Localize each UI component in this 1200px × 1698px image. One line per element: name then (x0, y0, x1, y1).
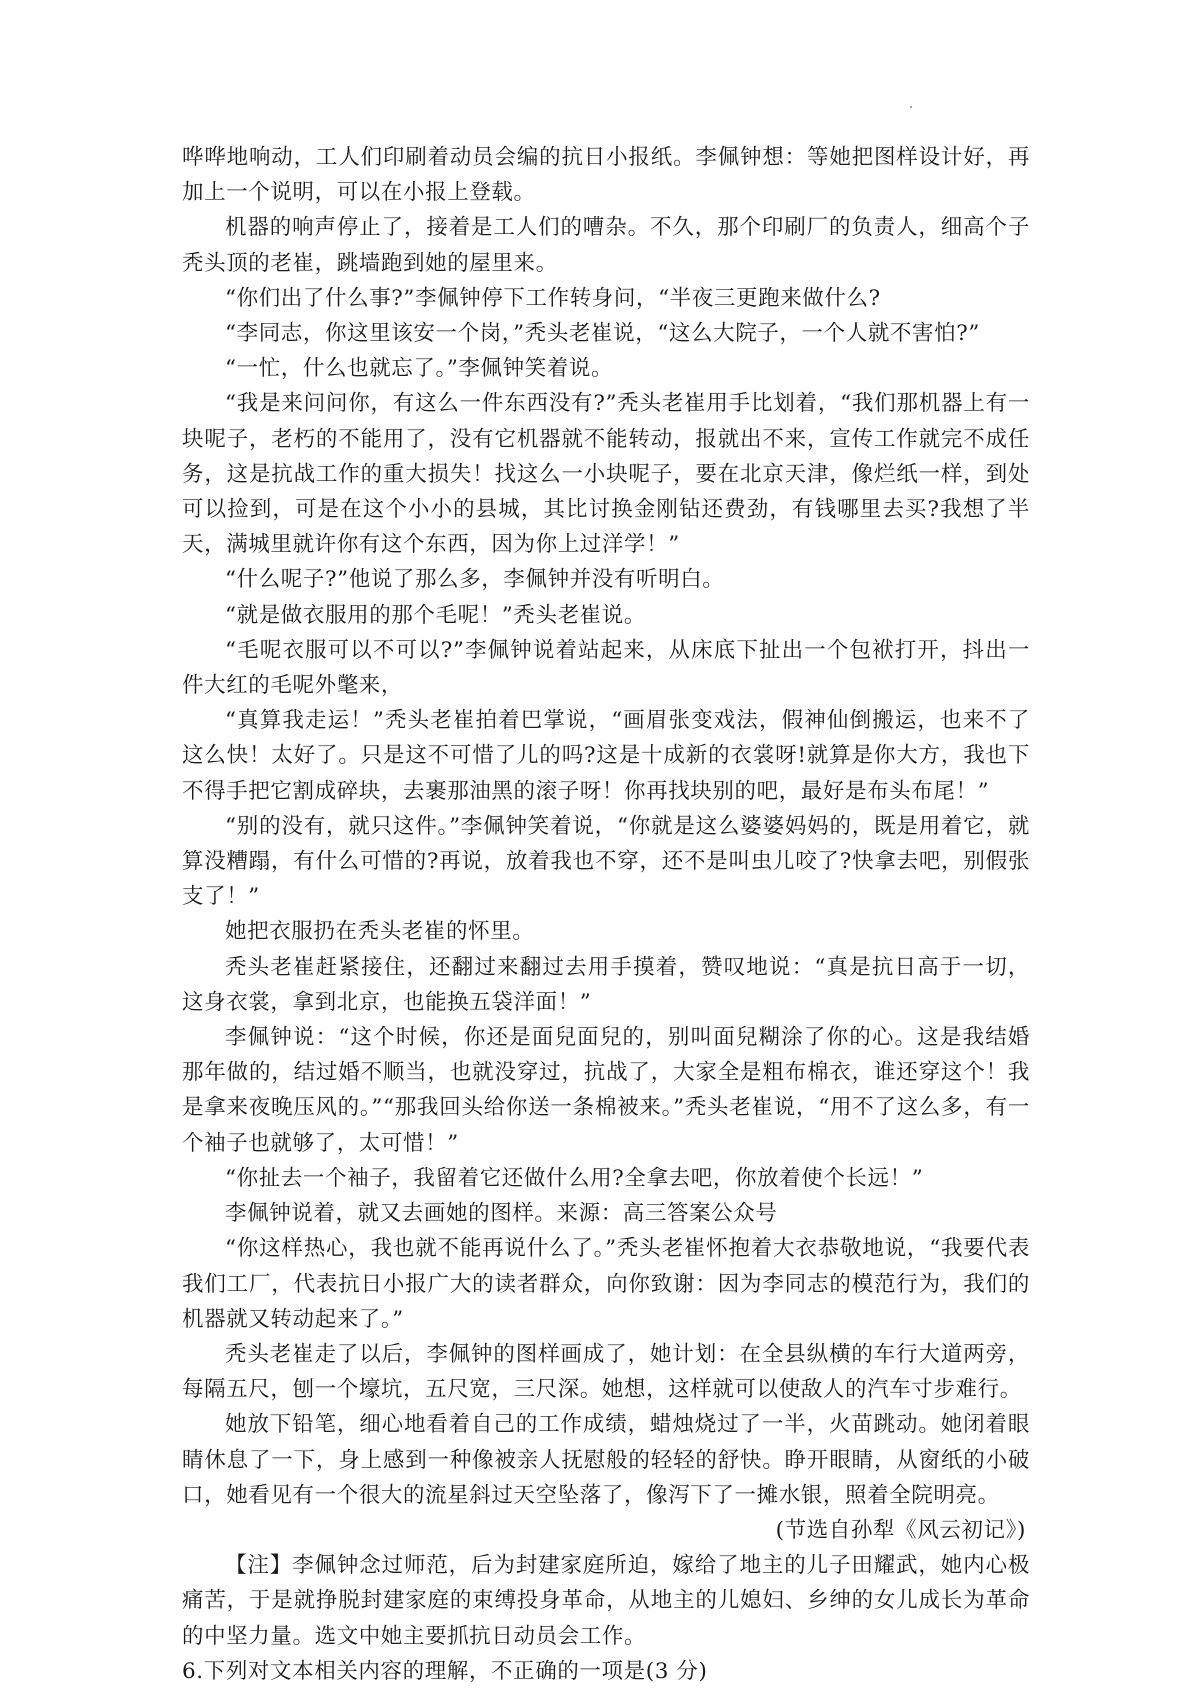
paragraph: 李佩钟说着，就又去画她的图样。来源：高三答案公众号 (225, 1201, 778, 1227)
article-body (182, 140, 1030, 1689)
paragraph: “真算我走运！”秃头老崔拍着巴掌说，“画眉张变戏法，假神仙倒搬运，也来不了这么快！太好了。只是这不可惜了儿的吗?这是十成新的衣裳呀!就算是你大方，我也下不得手把它割成碎块，去裹那油黑的滚子呀！你再找块别的吧，最好是布头布尾！” (182, 708, 1030, 804)
paragraph: 哗哗地响动，工人们印刷着动员会编的抗日小报纸。李佩钟想：等她把图样设计好，再加上一个说明，可以在小报上登载。 (182, 145, 1030, 206)
paragraph: “一忙，什么也就忘了。”李佩钟笑着说。 (225, 356, 614, 382)
paragraph: “李同志，你这里该安一个岗，”秃头老崔说，“这么大院子，一个人就不害怕?” (225, 321, 980, 347)
paragraph: “我是来问问你，有这么一件东西没有?”秃头老崔用手比划着，“我们那机器上有一块呢子，老朽的不能用了，没有它机器就不能转动，报就出不来，宣传工作就完不成任务，这是抗战工作的重大损失！找这么一小块呢子，要在北京天津，像烂纸一样，到处可以捡到，可是在这个小小的县城，其比讨换金刚钻还费劲，有钱哪里去买?我想了半天，满城里就许你有这个东西，因为你上过洋学！” (182, 391, 1030, 558)
question-prompt: 6.下列对文本相关内容的理解，不正确的一项是(3 分) (182, 1658, 708, 1684)
paragraph: 机器的响声停止了，接着是工人们的嘈杂。不久，那个印刷厂的负责人，细高个子秃头顶的老崔，跳墙跑到她的屋里来。 (182, 215, 1030, 276)
paragraph: 秃头老崔走了以后，李佩钟的图样画成了，她计划：在全县纵横的车行大道两旁，每隔五尺，刨一个壕坑，五尺宽，三尺深。她想，这样就可以使敌人的汽车寸步难行。 (182, 1341, 1030, 1403)
paragraph: “就是做衣服用的那个毛呢！”秃头老崔说。 (225, 602, 646, 628)
paragraph: “你这样热心，我也就不能再说什么了。”秃头老崔怀抱着大衣恭敬地说，“我要代表我们工厂，代表抗日小报广大的读者群众，向你致谢：因为李同志的模范行为，我们的机器就又转动起来了。” (182, 1236, 1030, 1332)
footnote: 【注】李佩钟念过师范，后为封建家庭所迫，嫁给了地主的儿子田耀武，她内心极痛苦，于是就挣脱封建家庭的束缚投身革命，从地主的儿媳妇、乡绅的女儿成长为革命的中坚力量。选文中她主要抓抗日动员会工作。 (182, 1553, 1030, 1649)
paragraph: “你们出了什么事?”李佩钟停下工作转身问，“半夜三更跑来做什么? (225, 285, 881, 311)
paragraph: 她把衣服扔在秃头老崔的怀里。 (225, 919, 535, 945)
paragraph: “别的没有，就只这件。”李佩钟笑着说，“你就是这么婆婆妈妈的，既是用着它，就算没糟蹋，有什么可惜的?再说，放着我也不穿，还不是叫虫儿咬了?快拿去吧，别假张支了！” (182, 813, 1030, 910)
paragraph: “你扯去一个袖子，我留着它还做什么用?全拿去吧，你放着使个长远！” (225, 1165, 924, 1191)
paragraph: “毛呢衣服可以不可以?”李佩钟说着站起来，从床底下扯出一个包袱打开，抖出一件大红的毛呢外氅来， (182, 637, 1030, 699)
paragraph: “什么呢子?”他说了那么多，李佩钟并没有听明白。 (225, 567, 725, 593)
source-citation: (节选自孙犁《风云初记》) (775, 1517, 1026, 1543)
scan-speck (910, 106, 912, 108)
paragraph: 李佩钟说：“这个时候，你还是面兒面兒的，别叫面兒糊涂了你的心。这是我结婚那年做的，结过婚不顺当，也就没穿过，抗战了，大家全是粗布棉衣，谁还穿这个！我是拿来夜晚压风的。”“那我回头给你送一条棉被来。”秃头老崔说，“用不了这么多，有一个袖子也就够了，太可惜！” (182, 1025, 1030, 1156)
paragraph: 秃头老崔赶紧接住，还翻过来翻过去用手摸着，赞叹地说：“真是抗日高于一切，这身衣裳，拿到北京，也能换五袋洋面！” (182, 954, 1030, 1015)
paragraph: 她放下铅笔，细心地看着自己的工作成绩，蜡烛烧过了一半，火苗跳动。她闭着眼睛休息了一下，身上感到一种像被亲人抚慰般的轻轻的舒快。睁开眼睛，从窗纸的小破口，她看见有一个很大的流星斜过天空坠落了，像泻下了一摊水银，照着全院明亮。 (182, 1412, 1030, 1508)
